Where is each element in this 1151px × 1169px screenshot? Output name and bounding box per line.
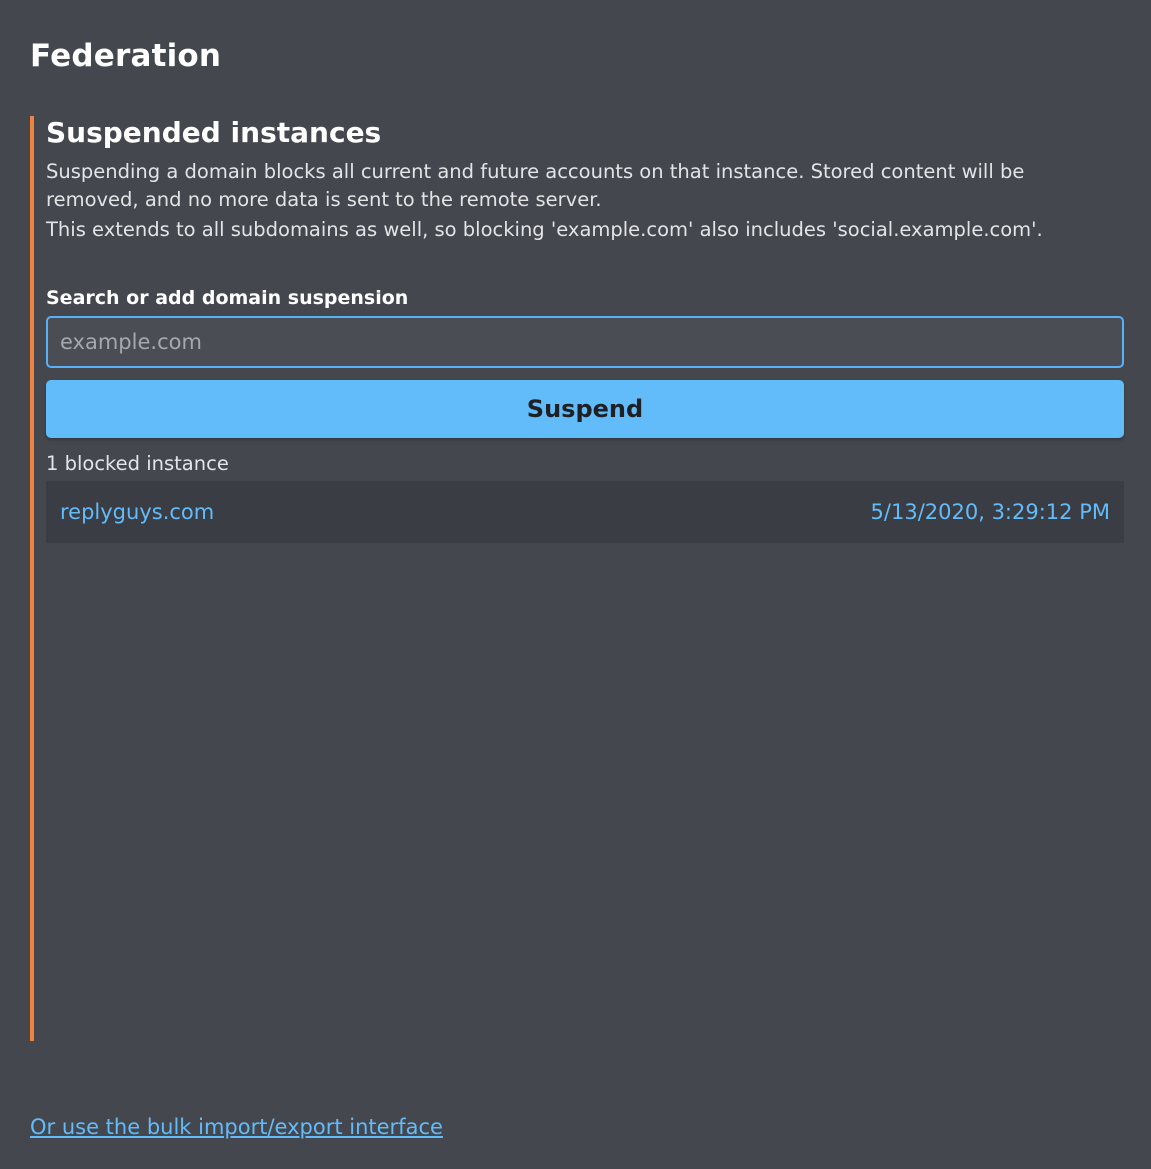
suspended-instances-panel [30,116,1140,1041]
instance-date: 5/13/2020, 3:29:12 PM [870,499,1110,524]
search-field-label: Search or add domain suspension [46,286,409,309]
panel-title: Suspended instances [46,116,382,149]
panel-description [46,158,1108,245]
table-row[interactable] [46,481,1124,543]
panel-description-line2: This extends to all subdomains as well, so blocking 'example.com' also includes 'social.example.com'. [46,217,1043,241]
search-input[interactable] [46,316,1124,368]
suspend-button[interactable]: Suspend [46,380,1124,438]
blocked-instance-count: 1 blocked instance [46,451,229,475]
footer [30,1115,443,1139]
instance-domain[interactable]: replyguys.com [60,499,215,524]
page-title: Federation [30,38,222,74]
panel-description-line1: Suspending a domain blocks all current and future accounts on that instance. Stored content will be removed, and no more data is sent to the remote server. [46,159,1025,212]
bulk-import-export-link[interactable]: Or use the bulk import/export interface [30,1115,443,1139]
